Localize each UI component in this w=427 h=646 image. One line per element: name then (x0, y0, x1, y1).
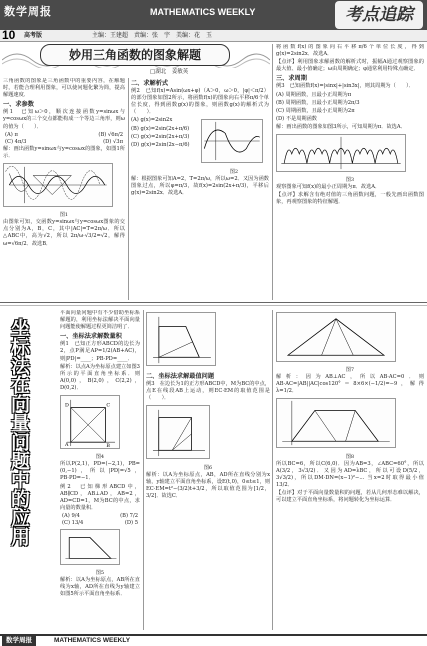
option-b: (B) 7/2 (120, 512, 138, 519)
article2-col3 (276, 310, 424, 630)
section-divider (0, 302, 427, 303)
commentary-note: 【点评】对于平面向量数量积的问题，若从几何形态难以解决，可以建立平面直角坐标系，将问题转化为坐标运算． (276, 490, 424, 504)
solution-text: 解析：以点A为坐标原点建立如图3所示的平面直角坐标系．则A(0,0)，B(2,0)，C(2,2)，D(0,2)． (60, 363, 140, 391)
figure-2-wrap (201, 117, 267, 175)
option-c: (C) 4π/3 (5, 138, 27, 145)
svg-text:A: A (64, 443, 69, 449)
title-part: 坐标法 (8, 318, 30, 375)
solution-text: 由图象可知，交函数y=sinωx与y=cosωx图象的交点分别为A，B，C，其中|AC|=T=2π/ω．所以△ABC中，高为√2，所以 2π/ω·√3/2=√2，解得ω=√6π/2．故选B． (3, 219, 125, 247)
page-number: 10 (2, 28, 16, 42)
column-divider (128, 78, 129, 300)
svg-text:D: D (64, 403, 69, 409)
option-c: (C) 周期函数，且最小正周期为2π (276, 107, 355, 114)
option-a: (A) g(x)=2sin2x (131, 117, 173, 124)
staff-credits: 主编：王建超 责编：张 宇 美编：花 玉 (92, 33, 213, 39)
solution-text: 所以P(2,1)，PD=(−2,1)，PB=(0,−1)，所以|PD|=√5，PB·PD=−1． (60, 461, 140, 482)
column-divider (143, 310, 144, 630)
section-heading: 一、求参数 (3, 101, 34, 109)
svg-text:C: C (106, 403, 111, 409)
footer-logo: 数学周报 (2, 636, 36, 646)
option-a: (A) π (5, 131, 18, 138)
article2-col1 (60, 310, 140, 630)
title-part: 的应用 (8, 489, 30, 546)
options-row (60, 520, 140, 527)
solution-text: 所以BC=6，所以C(6,0)．因为AB=3，∠ABC=60°，所以A(3/2，3√3/2)．又因为AD=λBC，所以可设D(5/2，3√3/2)，所以DM·DN=(x−1)²−... 当x=2时取得最小值13/2． (276, 460, 424, 488)
solution-text: 解析：以A为坐标原点，AB所在直线为x轴，AD所在直线为y轴建立如图5所示平面直角坐标系． (60, 577, 140, 598)
article2-col2 (146, 310, 270, 630)
example-1: 例1 已知ω＞0，顺次连接函数y=sinωx与y=cosωx的三个交点都能构成一个等边三角形，则ω的值为（ ）． (3, 109, 125, 130)
options-row (60, 513, 140, 520)
example-2: 例2 已知梯形ABCD中，AB∥CD，AB⊥AD，AB=2，AD=CD=1，M为BC的中点，求向量的数量积． (60, 483, 140, 511)
masthead-weekly: MATHEMATICS WEEKLY (150, 7, 256, 17)
continued-text: 将函数f(x)的图象向右平移π/6个单位长度，得到 g(x)=2sin2x．故选A． (276, 44, 424, 58)
option-a: (A) 9/4 (62, 512, 80, 519)
figure-caption: 图4 (95, 454, 105, 461)
figure-5-trapezoid (60, 529, 120, 565)
figure-axes (146, 312, 216, 366)
option-a: (A) 周期函数，且最小正周期为π (276, 91, 352, 98)
column-divider (272, 44, 273, 300)
options-row (3, 139, 125, 146)
example-3: 例3 已知函数f(x)=|sinx|+|sin3x|，则其周期为（ ）． (276, 83, 414, 90)
section-heading: 二、坐标法求解最值问题 (146, 373, 215, 381)
footer-weekly: MATHEMATICS WEEKLY (54, 637, 131, 644)
article1-col2 (131, 78, 269, 300)
solution-text: 解：根据图象可知A=2，T=2π/ω，所以ω=2．又因为函数图象过点，所以φ=π/3，故f(x)=2sin(2x+π/3)，平移后g(x)=2sin2x．故选A． (131, 175, 269, 196)
figure-4-square (60, 395, 120, 449)
option-d: (D) 不是周期函数 (276, 115, 317, 122)
article1-col3 (276, 44, 424, 300)
option-c: (C) 13/4 (62, 519, 84, 526)
svg-text:B: B (106, 444, 110, 450)
option-d: (D) 5 (124, 519, 138, 526)
article1-author: □湖北 姜敏英 (150, 69, 189, 75)
commentary-note: 【点评】求解含有绝对值的三角函数问题，一般先画出函数图象，再观察图象的特征解题． (276, 192, 424, 206)
figure-2-graph (201, 119, 263, 163)
figure-caption: 图1 (59, 212, 69, 219)
commentary-note: 【点评】利用图象求解函数的解析式时，振幅A通过观察图象的最大值、最小值确定；ω由周期确定；φ通常利用特殊点确定． (276, 59, 424, 73)
option-b: (B) 周期函数，且最小正周期为2π/3 (276, 99, 360, 106)
solution-text: 解析：以A为坐标原点，AB，AD所在直线分别为x轴，y轴建立平面直角坐标系，设E(t,0)，0≤t≤1，则EC·EM=t²−(3/2)t+3/2，所以取值范围为[1/2，3/2]．故选C． (146, 471, 270, 499)
newspaper-header (0, 0, 427, 30)
solution-text: 解：画出函数的图象如图3所示，可知周期为π．故选A． (276, 123, 406, 130)
figure-caption: 图5 (95, 570, 105, 577)
figure-1-sin-cos-graph (3, 163, 113, 207)
title-part: 问题中 (8, 432, 30, 489)
column-divider (272, 310, 273, 630)
figure-caption: 图2 (229, 168, 239, 175)
article1-col1 (3, 78, 125, 300)
example-3: 例3 在边长为1的正方形ABCD中，M为BC的中点，点E在线段AB上运动，则EC·EM的取值范围是（ ）． (146, 381, 270, 402)
figure-8-trapezoid (276, 398, 396, 448)
edition-label: 高考版 (24, 33, 43, 39)
solution-text: 观察图象可知f(x)的最小正周期为π．故选A． (276, 184, 381, 191)
example-1: 例1 已知正方形ABCD的边长为2，点P满足AP=1/2(AB+AC)，则|PD|=____；PB·PD=____． (60, 341, 140, 362)
section-heading: 二、求解析式 (131, 80, 169, 87)
masthead-logo: 数学周报 (4, 5, 52, 18)
solution-text: 解析：因为AB⊥AC，所以AB·AC=0．则AB·AC=|AB||AC|cos120°＝8×6×(−1/2)=−9，解得λ=1/2． (276, 374, 424, 395)
example-2-body (131, 117, 269, 175)
section-heading: 一、坐标法求解数量积 (60, 333, 122, 341)
option-d: (D) √3π (103, 138, 123, 145)
article2-vertical-title (6, 318, 56, 618)
option-b: (B) √6π/2 (98, 131, 123, 138)
figure-caption: 图7 (345, 367, 355, 374)
option-d: (D) g(x)=2sin(2x−π/6) (131, 141, 190, 148)
figure-3-graph (276, 134, 406, 172)
options-row (3, 132, 125, 139)
intro-text: 三角函数的图象是三角函数中的重要内容，在解题时，若能合理利用图象，可以使问题化繁为简，提高解题速度． (3, 78, 125, 99)
figure-caption: 图6 (203, 464, 213, 471)
intro-text: 平面向量问题中有不少借助坐标系解题的，利用坐标法解决平面向量问题能使解题过程更简洁明了． (60, 310, 140, 331)
solution-text: 解：画出函数y=sinωx与y=cosωx的图象，如图1所示． (3, 145, 125, 159)
option-b: (B) g(x)=2sin(2x+π/6) (131, 125, 190, 132)
title-part: 在向量 (8, 375, 30, 432)
page-footer (0, 634, 427, 646)
figure-6-square (146, 405, 210, 459)
option-c: (C) g(x)=2sin(2x+π/3) (131, 133, 190, 140)
example-2-options (131, 117, 201, 175)
section-heading: 三、求周期 (276, 75, 307, 83)
figure-caption: 图8 (345, 453, 355, 460)
example-2: 例2 已知f(x)=Asin(ωx+φ)（A＞0，ω＞0，|φ|＜π/2）的部分图象如图2所示，将函数f(x)的图象向右平移π/6个单位长度，得到函数g(x)的图象，则函数g(x)的解析式为（ ）． (131, 88, 269, 116)
section-divider (0, 305, 427, 306)
figure-7-triangle (276, 312, 396, 362)
article1-title: 妙用三角函数的图象解题 (40, 44, 230, 66)
section-banner: 考点追踪 (335, 1, 423, 29)
figure-caption: 图3 (345, 177, 355, 184)
